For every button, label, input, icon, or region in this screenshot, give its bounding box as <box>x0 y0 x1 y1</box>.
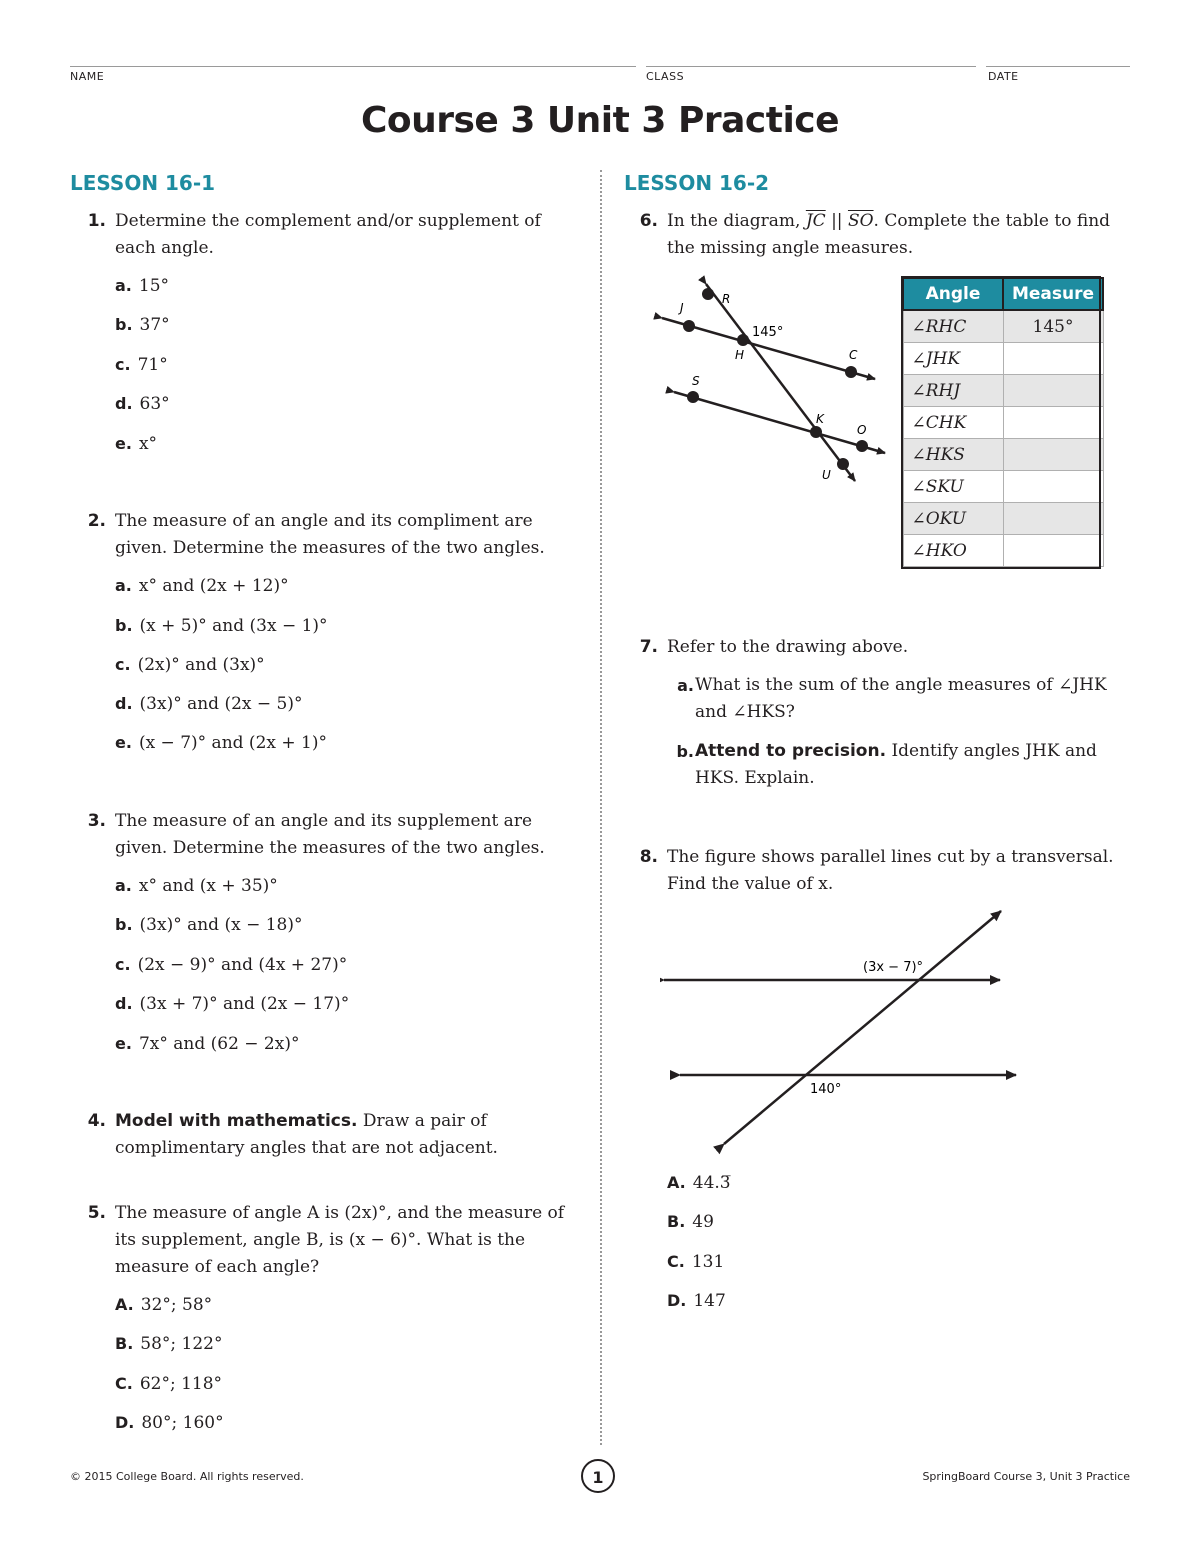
q1-option-a: a. 15° <box>115 276 170 296</box>
label-s: S <box>692 374 700 388</box>
table-row <box>903 503 1103 535</box>
angle-cell: ∠CHK <box>903 407 1003 439</box>
angle-cell: ∠JHK <box>903 343 1003 375</box>
header-measure: Measure <box>1003 278 1103 310</box>
angle-cell: ∠HKS <box>903 439 1003 471</box>
q7-text: Refer to the drawing above. <box>667 637 909 657</box>
angle-table <box>902 277 1104 567</box>
angle-cell: ∠SKU <box>903 471 1003 503</box>
table-row <box>903 471 1103 503</box>
point-h <box>737 334 749 346</box>
q3-option-a: a. x° and (x + 35)° <box>115 876 278 896</box>
angle-cell: ∠RHC <box>903 310 1003 343</box>
q1-option-b: b. 37° <box>115 315 170 335</box>
label-j: J <box>680 301 684 315</box>
label-u: U <box>822 468 831 482</box>
q5-option-c: C. 62°; 118° <box>115 1374 223 1394</box>
point-o <box>856 440 868 452</box>
q8-option-c: C. 131 <box>667 1252 725 1272</box>
q4-text: Model with mathematics. Draw a pair of complimentary angles that are not adjacent. <box>115 1111 498 1158</box>
measure-cell[interactable] <box>1003 535 1103 567</box>
label-o: O <box>857 423 867 437</box>
q5-option-b: B. 58°; 122° <box>115 1334 223 1354</box>
measure-cell[interactable] <box>1003 471 1103 503</box>
angle-label-bottom: 140° <box>810 1082 842 1097</box>
q2-text: The measure of an angle and its compliment are given. Determine the measures of the two angles. <box>115 511 545 558</box>
q8-option-b: B. 49 <box>667 1212 714 1232</box>
label-c: C <box>849 348 858 362</box>
q2-option-c: c. (2x)° and (3x)° <box>115 655 265 675</box>
label-k: K <box>816 412 824 426</box>
point-c <box>845 366 857 378</box>
q3-option-e: e. 7x° and (62 − 2x)° <box>115 1034 300 1054</box>
q3-number: 3. <box>87 811 106 831</box>
q2-option-b: b. (x + 5)° and (3x − 1)° <box>115 616 328 636</box>
header-angle: Angle <box>903 278 1003 310</box>
q8-text: The figure shows parallel lines cut by a transversal. Find the value of x. <box>667 847 1114 894</box>
q6-number: 6. <box>639 211 658 231</box>
point-j <box>683 320 695 332</box>
q2-option-d: d. (3x)° and (2x − 5)° <box>115 694 303 714</box>
measure-cell[interactable] <box>1003 343 1103 375</box>
q1-option-d: d. 63° <box>115 394 170 414</box>
q7b-label: b. <box>676 742 694 761</box>
q5-option-a: A. 32°; 58° <box>115 1295 213 1315</box>
name-line <box>70 66 636 67</box>
label-h: H <box>735 348 745 362</box>
page-title: Course 3 Unit 3 Practice <box>360 100 840 141</box>
q5-text: The measure of angle A is (2x)°, and the measure of its supplement, angle B, is (x − 6)°. What is the measure of each angle? <box>115 1203 565 1277</box>
angle-label-145: 145° <box>752 325 784 340</box>
point-s <box>687 391 699 403</box>
footer-course: SpringBoard Course 3, Unit 3 Practice <box>922 1470 1130 1483</box>
lesson-16-2-heading: LESSON 16-2 <box>624 171 770 195</box>
line-so <box>674 392 885 453</box>
q2-option-a: a. x° and (2x + 12)° <box>115 576 289 596</box>
q2-number: 2. <box>87 511 106 531</box>
q7-number: 7. <box>639 637 658 657</box>
q8-option-d: D. 147 <box>667 1291 726 1311</box>
table-row <box>903 375 1103 407</box>
measure-cell[interactable] <box>1003 439 1103 471</box>
q1-text: Determine the complement and/or supplement of each angle. <box>115 211 541 258</box>
table-header-row <box>903 278 1103 310</box>
q8-number: 8. <box>639 847 658 867</box>
q6-transversal-diagram <box>640 275 900 495</box>
point-k <box>810 426 822 438</box>
measure-cell[interactable] <box>1003 375 1103 407</box>
q2-option-e: e. (x − 7)° and (2x + 1)° <box>115 733 327 753</box>
date-label: DATE <box>988 70 1019 83</box>
q3-option-d: d. (3x + 7)° and (2x − 17)° <box>115 994 350 1014</box>
q7a-text: What is the sum of the angle measures of ∠JHK and ∠HKS? <box>695 675 1107 722</box>
q5-option-d: D. 80°; 160° <box>115 1413 224 1433</box>
q1-option-c: c. 71° <box>115 355 168 375</box>
measure-cell[interactable] <box>1003 503 1103 535</box>
angle-label-top: (3x − 7)° <box>863 960 924 975</box>
measure-cell[interactable] <box>1003 407 1103 439</box>
measure-cell[interactable]: 145° <box>1003 310 1103 343</box>
lesson-16-1-heading: LESSON 16-1 <box>70 171 216 195</box>
q1-option-e: e. x° <box>115 434 158 454</box>
page-number: 1 <box>581 1459 615 1493</box>
angle-cell: ∠HKO <box>903 535 1003 567</box>
table-row <box>903 407 1103 439</box>
label-r: R <box>722 292 731 306</box>
q5-number: 5. <box>87 1203 106 1223</box>
transversal-line <box>724 911 1001 1144</box>
column-divider <box>600 170 602 1445</box>
angle-cell: ∠RHJ <box>903 375 1003 407</box>
copyright: © 2015 College Board. All rights reserved. <box>70 1470 304 1483</box>
q6-text: In the diagram, $\overline{JC}$ || $\overline{SO}$. Complete the table to find the missing angle measures. <box>667 211 1111 258</box>
q7a-label: a. <box>677 676 694 695</box>
class-label: CLASS <box>646 70 685 83</box>
table-row <box>903 343 1103 375</box>
transversal-ru <box>706 284 855 481</box>
angle-cell: ∠OKU <box>903 503 1003 535</box>
q3-text: The measure of an angle and its supplement are given. Determine the measures of the two angles. <box>115 811 545 858</box>
q8-option-a: A. 44.3̅ <box>667 1173 731 1193</box>
name-label: NAME <box>70 70 105 83</box>
point-u <box>837 458 849 470</box>
point-r <box>702 288 714 300</box>
date-line <box>986 66 1130 67</box>
class-line <box>646 66 976 67</box>
q3-option-c: c. (2x − 9)° and (4x + 27)° <box>115 955 348 975</box>
table-row <box>903 439 1103 471</box>
q7b-text: Attend to precision. Identify angles JHK and HKS. Explain. <box>695 741 1097 788</box>
q1-number: 1. <box>87 211 106 231</box>
q4-number: 4. <box>87 1111 106 1131</box>
q8-parallel-lines-figure <box>660 905 1030 1155</box>
q3-option-b: b. (3x)° and (x − 18)° <box>115 915 303 935</box>
table-row <box>903 310 1103 343</box>
table-row <box>903 535 1103 567</box>
